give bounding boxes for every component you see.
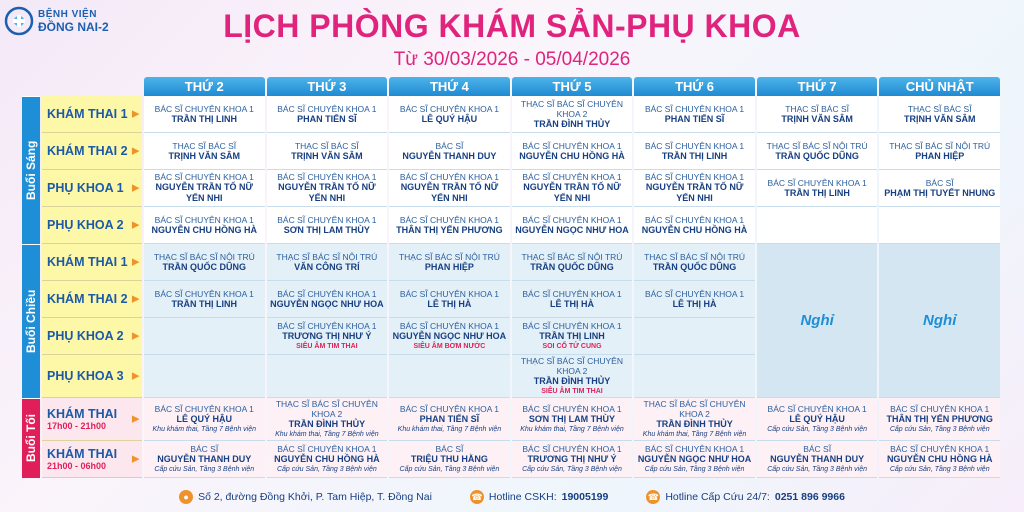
doctor-title: BÁC SĨ CHUYÊN KHOA 1: [522, 140, 622, 151]
doctor-name: NGUYỄN CHU HỒNG HÀ: [641, 224, 748, 235]
doctor-title: THẠC SĨ BÁC SĨ CHUYÊN KHOA 2: [643, 399, 746, 419]
schedule-cell: [757, 398, 878, 441]
doctor-name: LÊ THỊ HÀ: [672, 298, 717, 309]
doctor-name: TRẦN ĐÌNH THỦY: [533, 376, 611, 386]
schedule-cell: [634, 170, 755, 207]
schedule-cell: [267, 281, 388, 318]
arrow-right-icon: ▶: [132, 293, 139, 304]
doctor-title: BÁC SĨ CHUYÊN KHOA 1: [522, 172, 622, 182]
service-note: SIÊU ÂM TIM THAI: [296, 343, 358, 350]
schedule-cell: [634, 398, 755, 441]
rest-cell-saturday: Nghỉ: [757, 244, 878, 398]
schedule-cell: [389, 207, 510, 244]
schedule-cell: [512, 355, 633, 398]
phone-icon: ☎: [470, 490, 484, 504]
doctor-title: THẠC SĨ BÁC SĨ: [172, 140, 237, 151]
doctor-title: BÁC SĨ CHUYÊN KHOA 1: [522, 214, 622, 225]
doctor-title: BÁC SĨ CHUYÊN KHOA 1: [522, 444, 622, 454]
doctor-title: THẠC SĨ BÁC SĨ: [294, 140, 359, 151]
room-label: [42, 281, 142, 318]
doctor-title: BÁC SĨ CHUYÊN KHOA 1: [644, 214, 745, 225]
footer-address: [179, 490, 432, 504]
room-time: 21h00 - 06h00: [47, 461, 107, 471]
doctor-name: NGUYỄN THANH DUY: [770, 454, 865, 464]
doctor-name: PHAN HIỆP: [424, 261, 474, 272]
doctor-name: LÊ QUÝ HẬU: [789, 414, 845, 424]
session-label-afternoon: Buổi Chiều: [22, 244, 40, 398]
location-note: Cấp cứu Sản, Tầng 3 Bệnh viện: [644, 466, 745, 473]
schedule-cell: [389, 170, 510, 207]
room-name: KHÁM THAI 2: [47, 144, 128, 158]
doctor-title: THẠC SĨ BÁC SĨ NỘI TRÚ: [398, 251, 500, 262]
day-header: THỨ 3: [267, 77, 388, 96]
doctor-title: BÁC SĨ CHUYÊN KHOA 1: [522, 288, 622, 299]
room-label: [42, 441, 142, 478]
schedule-cell: [389, 318, 510, 355]
doctor-title: BÁC SĨ CHUYÊN KHOA 1: [399, 288, 500, 299]
doctor-name: TRẦN ĐÌNH THỦY: [288, 419, 366, 429]
doctor-title: BÁC SĨ CHUYÊN KHOA 1: [399, 404, 500, 414]
arrow-right-icon: ▶: [132, 182, 139, 193]
schedule-cell: [512, 441, 633, 478]
room-label: [42, 170, 142, 207]
doctor-title: BÁC SĨ CHUYÊN KHOA 1: [277, 321, 377, 331]
doctor-title: THẠC SĨ BÁC SĨ NỘI TRÚ: [889, 140, 991, 151]
room-label: [42, 398, 142, 441]
doctor-name: NGUYỄN CHU HỒNG HÀ: [274, 454, 380, 464]
doctor-title: BÁC SĨ: [803, 444, 832, 454]
doctor-name: PHAN TIẾN SĨ: [419, 414, 480, 424]
room-label: [42, 244, 142, 281]
doctor-title: BÁC SĨ CHUYÊN KHOA 1: [399, 172, 500, 182]
doctor-title: BÁC SĨ CHUYÊN KHOA 1: [277, 444, 377, 454]
page-title: LỊCH PHÒNG KHÁM SẢN-PHỤ KHOA: [223, 8, 801, 44]
location-pin-icon: ●: [179, 490, 193, 504]
doctor-name: PHAN TIẾN SĨ: [664, 113, 725, 124]
doctor-name: TRẦN ĐÌNH THỦY: [656, 419, 733, 429]
schedule-cell: [389, 355, 510, 398]
schedule-cell: [512, 244, 633, 281]
address-text: Số 2, đường Đồng Khởi, P. Tam Hiệp, T. Đồng Nai: [198, 491, 432, 503]
doctor-title: BÁC SĨ CHUYÊN KHOA 1: [644, 140, 745, 151]
doctor-title: BÁC SĨ: [925, 177, 954, 188]
schedule-cell: [512, 318, 633, 355]
schedule-cell: [757, 96, 878, 133]
doctor-name: TRƯƠNG THỊ NHƯ Ý: [527, 454, 617, 464]
doctor-name: NGUYỄN TRẦN TỐ NỮ YẾN NHI: [278, 182, 376, 203]
schedule-cell: [144, 96, 265, 133]
session-label-morning: Buổi Sáng: [22, 96, 40, 244]
schedule-cell: [634, 318, 755, 355]
schedule-cell: [144, 398, 265, 441]
schedule-cell: [144, 170, 265, 207]
doctor-title: BÁC SĨ CHUYÊN KHOA 1: [644, 288, 745, 299]
doctor-name: TRẦN QUỐC DŨNG: [530, 261, 614, 272]
schedule-cell: [144, 355, 265, 398]
footer-hotline: [470, 490, 608, 504]
doctor-name: NGUYỄN CHU HỒNG HÀ: [151, 224, 258, 235]
doctor-title: THẠC SĨ BÁC SĨ NỘI TRÚ: [766, 140, 868, 151]
doctor-name: THÂN THỊ YẾN PHƯƠNG: [886, 414, 993, 424]
doctor-name: NGUYỄN THANH DUY: [157, 454, 252, 464]
schedule-cell: [634, 96, 755, 133]
doctor-name: TRỊNH VĂN SÂM: [291, 150, 363, 161]
logo-line-2: ĐỒNG NAI-2: [38, 20, 109, 34]
location-note: Cấp cứu Sản, Tầng 3 Bệnh viện: [522, 466, 622, 473]
day-header: CHỦ NHẬT: [879, 77, 1000, 96]
doctor-name: NGUYỄN NGỌC NHƯ HOA: [270, 298, 384, 309]
rest-cell-sunday: Nghỉ: [879, 244, 1000, 398]
doctor-name: NGUYỄN NGỌC NHƯ HOA: [392, 331, 507, 341]
schedule-cell: [267, 133, 388, 170]
schedule-cell: [512, 207, 633, 244]
doctor-title: BÁC SĨ CHUYÊN KHOA 1: [890, 404, 990, 414]
doctor-name: NGUYỄN THANH DUY: [402, 150, 497, 161]
doctor-name: NGUYỄN NGỌC NHƯ HOA: [515, 224, 629, 235]
arrow-right-icon: ▶: [132, 370, 139, 381]
schedule-cell: [879, 170, 1000, 207]
doctor-title: BÁC SĨ: [435, 444, 464, 454]
doctor-title: BÁC SĨ CHUYÊN KHOA 1: [399, 214, 500, 225]
room-name: PHỤ KHOA 3: [47, 369, 124, 383]
room-name: KHÁM THAI 2: [47, 292, 128, 306]
location-note: Cấp cứu Sản, Tầng 3 Bệnh viện: [889, 466, 990, 473]
schedule-cell: [512, 398, 633, 441]
room-label: [42, 96, 142, 133]
doctor-title: THẠC SĨ BÁC SĨ NỘI TRÚ: [521, 251, 623, 262]
doctor-name: TRỊNH VĂN SÂM: [903, 113, 976, 124]
doctor-name: PHẠM THỊ TUYẾT NHUNG: [884, 187, 996, 198]
doctor-name: THÂN THỊ YẾN PHƯƠNG: [396, 224, 503, 235]
doctor-name: TRỊNH VĂN SÂM: [168, 150, 241, 161]
doctor-name: NGUYỄN TRẦN TỐ NỮ YẾN NHI: [645, 182, 744, 203]
doctor-name: TRIỆU THU HẰNG: [410, 454, 488, 464]
doctor-name: TRẦN ĐÌNH THỦY: [533, 118, 611, 129]
doctor-title: BÁC SĨ: [190, 444, 219, 454]
doctor-name: NGUYỄN TRẦN TỐ NỮ YẾN NHI: [400, 182, 499, 203]
service-note: SIÊU ÂM TIM THAI: [541, 388, 603, 395]
schedule-cell: [634, 207, 755, 244]
doctor-title: BÁC SĨ: [435, 140, 464, 151]
schedule-cell: [267, 244, 388, 281]
doctor-title: BÁC SĨ CHUYÊN KHOA 1: [644, 444, 745, 454]
doctor-title: THẠC SĨ BÁC SĨ NỘI TRÚ: [153, 251, 255, 262]
footer: [0, 487, 1024, 507]
schedule-cell: [512, 96, 633, 133]
doctor-title: BÁC SĨ CHUYÊN KHOA 1: [890, 444, 990, 454]
day-header: THỨ 7: [757, 77, 878, 96]
doctor-title: BÁC SĨ CHUYÊN KHOA 1: [154, 172, 254, 182]
doctor-name: SƠN THỊ LAM THÙY: [283, 224, 370, 235]
day-header: THỨ 6: [634, 77, 755, 96]
doctor-name: LÊ THỊ HÀ: [549, 298, 594, 309]
schedule-cell: [634, 281, 755, 318]
footer-emergency: [646, 490, 845, 504]
room-name: PHỤ KHOA 2: [47, 218, 124, 232]
doctor-title: THẠC SĨ BÁC SĨ NỘI TRÚ: [276, 251, 378, 262]
schedule-cell: [267, 207, 388, 244]
schedule-cell: [757, 207, 878, 244]
schedule-cell: [144, 281, 265, 318]
doctor-name: NGUYỄN TRẦN TỐ NỮ YẾN NHI: [155, 182, 254, 203]
doctor-title: BÁC SĨ CHUYÊN KHOA 1: [522, 321, 622, 331]
location-note: Khu khám thai, Tầng 7 Bệnh viện: [397, 426, 502, 433]
doctor-name: TRẦN THỊ LINH: [171, 113, 238, 124]
schedule-cell: [267, 355, 388, 398]
schedule-cell: [267, 96, 388, 133]
schedule-cell: [879, 441, 1000, 478]
doctor-name: TRẦN THỊ LINH: [784, 187, 850, 198]
room-name: KHÁM THAI: [47, 447, 118, 461]
schedule-cell: [144, 133, 265, 170]
doctor-name: LÊ QUÝ HẬU: [421, 113, 478, 124]
schedule-cell: [879, 398, 1000, 441]
schedule-cell: [634, 441, 755, 478]
schedule-cell: [267, 398, 388, 441]
doctor-name: NGUYỄN TRẦN TỐ NỮ YẾN NHI: [523, 182, 621, 203]
schedule-cell: [267, 441, 388, 478]
schedule-cell: [144, 244, 265, 281]
emergency-number[interactable]: 0251 896 9966: [774, 491, 845, 503]
hotline-label: Hotline CSKH:: [488, 491, 557, 503]
schedule-cell: [634, 355, 755, 398]
day-header: THỨ 2: [144, 77, 265, 96]
schedule-cell: [757, 133, 878, 170]
room-name: KHÁM THAI: [47, 407, 118, 421]
doctor-name: TRẦN QUỐC DŨNG: [162, 261, 247, 272]
doctor-title: BÁC SĨ CHUYÊN KHOA 1: [277, 172, 377, 182]
schedule-cell: [267, 170, 388, 207]
arrow-right-icon: ▶: [132, 453, 139, 464]
doctor-title: BÁC SĨ CHUYÊN KHOA 1: [644, 172, 745, 182]
doctor-name: VĂN CÔNG TRÍ: [294, 261, 360, 272]
doctor-name: LÊ THỊ HÀ: [427, 298, 472, 309]
arrow-right-icon: ▶: [132, 256, 139, 267]
location-note: Cấp cứu Sản, Tầng 3 Bệnh viện: [154, 466, 255, 473]
location-note: Cấp cứu Sản, Tầng 3 Bệnh viện: [889, 426, 990, 433]
location-note: Khu khám thai, Tầng 7 Bệnh viện: [275, 431, 379, 438]
service-note: SIÊU ÂM BƠM NƯỚC: [413, 343, 486, 350]
logo-line-1: BỆNH VIỆN: [38, 9, 97, 20]
schedule-cell: [512, 170, 633, 207]
service-note: SOI CỔ TỬ CUNG: [542, 343, 602, 350]
schedule-cell: [144, 441, 265, 478]
doctor-name: TRỊNH VĂN SÂM: [781, 113, 853, 124]
doctor-name: NGUYỄN NGỌC NHƯ HOA: [637, 454, 752, 464]
arrow-right-icon: ▶: [132, 145, 139, 156]
arrow-right-icon: ▶: [132, 413, 139, 424]
room-time: 17h00 - 21h00: [47, 421, 107, 431]
phone-icon: ☎: [646, 490, 660, 504]
doctor-name: TRẦN QUỐC DŨNG: [652, 261, 737, 272]
room-name: PHỤ KHOA 2: [47, 329, 124, 343]
schedule-cell: [389, 398, 510, 441]
arrow-right-icon: ▶: [132, 330, 139, 341]
doctor-title: BÁC SĨ CHUYÊN KHOA 1: [154, 404, 254, 414]
schedule-cell: [879, 133, 1000, 170]
doctor-title: BÁC SĨ CHUYÊN KHOA 1: [644, 103, 745, 114]
doctor-title: BÁC SĨ CHUYÊN KHOA 1: [767, 177, 867, 188]
doctor-title: THẠC SĨ BÁC SĨ: [907, 103, 972, 114]
doctor-name: TRẦN THỊ LINH: [171, 298, 238, 309]
schedule-cell: [634, 133, 755, 170]
doctor-title: THẠC SĨ BÁC SĨ CHUYÊN KHOA 2: [275, 399, 378, 419]
room-label: [42, 133, 142, 170]
location-note: Khu khám thai, Tầng 7 Bệnh viện: [152, 426, 257, 433]
doctor-title: BÁC SĨ CHUYÊN KHOA 1: [154, 103, 254, 114]
doctor-title: BÁC SĨ CHUYÊN KHOA 1: [399, 103, 500, 114]
room-label: [42, 207, 142, 244]
doctor-name: PHAN TIẾN SĨ: [297, 113, 357, 124]
location-note: Khu khám thai, Tầng 7 Bệnh viện: [520, 426, 624, 433]
doctor-name: SƠN THỊ LAM THÙY: [528, 414, 616, 424]
doctor-title: BÁC SĨ CHUYÊN KHOA 1: [277, 103, 377, 114]
schedule-cell: [144, 318, 265, 355]
location-note: Cấp cứu Sản, Tầng 3 Bệnh viện: [767, 466, 868, 473]
arrow-right-icon: ▶: [132, 219, 139, 230]
doctor-title: BÁC SĨ CHUYÊN KHOA 1: [522, 404, 622, 414]
doctor-title: BÁC SĨ CHUYÊN KHOA 1: [154, 288, 254, 299]
doctor-title: THẠC SĨ BÁC SĨ NỘI TRÚ: [644, 251, 746, 262]
arrow-right-icon: ▶: [132, 108, 139, 119]
schedule-cell: [512, 281, 633, 318]
location-note: Khu khám thai, Tầng 7 Bệnh viện: [642, 431, 747, 438]
doctor-name: TRƯƠNG THỊ NHƯ Ý: [282, 331, 372, 341]
session-label-evening: Buổi Tối: [22, 398, 40, 478]
doctor-title: THẠC SĨ BÁC SĨ CHUYÊN KHOA 2: [520, 98, 623, 119]
doctor-title: BÁC SĨ CHUYÊN KHOA 1: [277, 288, 377, 299]
schedule-cell: [267, 318, 388, 355]
schedule-cell: [879, 96, 1000, 133]
schedule-cell: [512, 133, 633, 170]
schedule-cell: [389, 281, 510, 318]
doctor-name: PHAN HIỆP: [915, 150, 965, 161]
room-name: KHÁM THAI 1: [47, 255, 128, 269]
room-label: [42, 355, 142, 398]
doctor-title: BÁC SĨ CHUYÊN KHOA 1: [399, 321, 500, 331]
schedule-cell: [757, 441, 878, 478]
schedule-cell: [879, 207, 1000, 244]
doctor-title: BÁC SĨ CHUYÊN KHOA 1: [277, 214, 377, 225]
schedule-cell: [389, 244, 510, 281]
doctor-name: NGUYỄN CHU HỒNG HÀ: [519, 150, 625, 161]
day-header: THỨ 5: [512, 77, 633, 96]
doctor-name: LÊ QUÝ HẬU: [176, 414, 233, 424]
schedule-cell: [389, 133, 510, 170]
room-name: KHÁM THAI 1: [47, 107, 128, 121]
hotline-number[interactable]: 19005199: [561, 491, 609, 503]
schedule-cell: [389, 441, 510, 478]
doctor-title: BÁC SĨ CHUYÊN KHOA 1: [154, 214, 254, 225]
doctor-name: TRẦN THỊ LINH: [661, 150, 728, 161]
doctor-name: TRẦN THỊ LINH: [539, 331, 605, 341]
doctor-title: THẠC SĨ BÁC SĨ CHUYÊN KHOA 2: [520, 356, 623, 376]
doctor-name: NGUYỄN CHU HỒNG HÀ: [886, 454, 993, 464]
doctor-title: BÁC SĨ CHUYÊN KHOA 1: [767, 404, 867, 414]
doctor-name: TRẦN QUỐC DŨNG: [775, 150, 859, 161]
day-header: THỨ 4: [389, 77, 510, 96]
location-note: Cấp cứu Sản, Tầng 3 Bệnh viện: [767, 426, 868, 433]
date-range: Từ 30/03/2026 - 05/04/2026: [393, 49, 631, 70]
room-name: PHỤ KHOA 1: [47, 181, 124, 195]
location-note: Cấp cứu Sản, Tầng 3 Bệnh viện: [399, 466, 500, 473]
schedule-cell: [757, 170, 878, 207]
schedule-cell: [634, 244, 755, 281]
emergency-label: Hotline Cấp Cứu 24/7:: [665, 491, 770, 503]
doctor-title: THẠC SĨ BÁC SĨ: [785, 103, 850, 114]
schedule-cell: [389, 96, 510, 133]
room-label: [42, 318, 142, 355]
schedule-table: [22, 77, 1000, 478]
location-note: Cấp cứu Sản, Tầng 3 Bệnh viện: [276, 466, 377, 473]
schedule-cell: [144, 207, 265, 244]
